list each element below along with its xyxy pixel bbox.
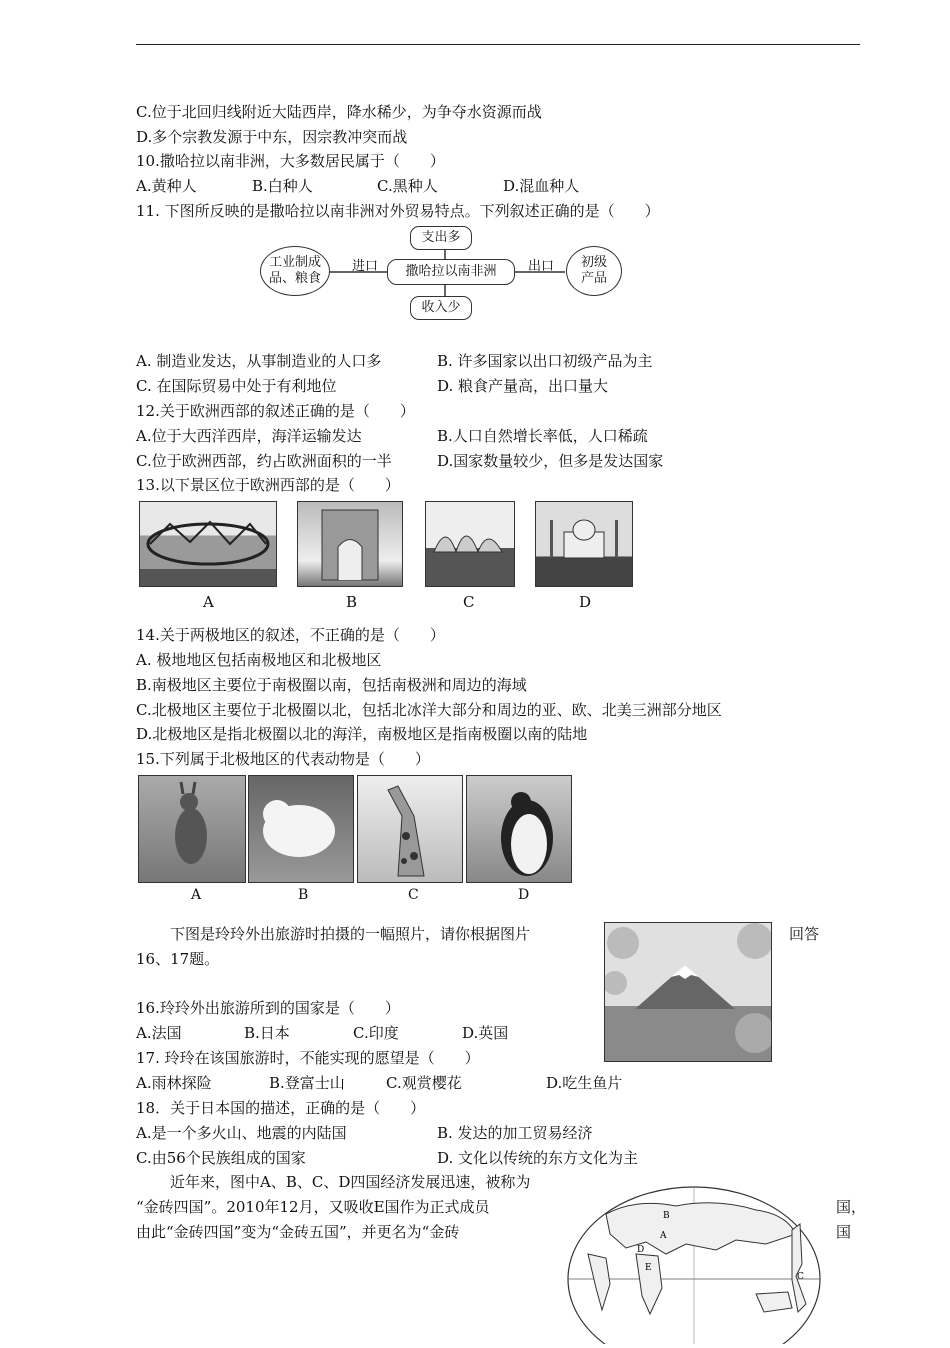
q18-option-b: B. 发达的加工贸易经济: [437, 1124, 593, 1142]
taj-mahal-photo: [535, 501, 633, 587]
option-d: D.吃生鱼片: [546, 1074, 623, 1092]
opera-image: [426, 502, 514, 586]
q14-option-a: A. 极地地区包括南极地区和北极地区: [136, 651, 382, 669]
q11-option-b: B. 许多国家以出口初级产品为主: [437, 352, 653, 370]
question-11: 11. 下图所反映的是撒哈拉以南非洲对外贸易特点。下列叙述正确的是（ ）: [136, 202, 660, 220]
q11-option-d: D. 粮食产量高，出口量大: [437, 377, 609, 395]
giraffe-image: [358, 776, 462, 882]
option-c: C.观赏樱花: [386, 1074, 462, 1092]
intro-text-2: 16、17题。: [136, 950, 220, 968]
diagram-left-oval: 工业制成品、粮食: [260, 246, 330, 296]
paragraph-line: “金砖四国”。2010年12月，又吸收E国作为正式成员: [136, 1198, 490, 1216]
option-c: C.黑种人: [377, 177, 438, 195]
option-a: A.黄种人: [136, 177, 197, 195]
option-a: A.法国: [136, 1024, 182, 1042]
paragraph-line-end: 国，: [836, 1198, 867, 1216]
header-rule: [136, 44, 860, 45]
fuji-image: [605, 923, 771, 1061]
world-map: [566, 1184, 822, 1344]
diagram-right-oval: 初级产品: [566, 246, 622, 296]
map-label: E: [645, 1263, 652, 1273]
intro-text: 下图是玲玲外出旅游时拍摄的一幅照片，请你根据图片: [170, 925, 531, 943]
photo-caption: A: [203, 593, 214, 611]
polar-bear-photo: [248, 775, 354, 883]
map-label: A: [660, 1231, 667, 1241]
q12-option-c: C.位于欧洲西部，约占欧洲面积的一半: [136, 452, 392, 470]
diagram-bottom-box: 收入少: [410, 296, 472, 320]
stadium-photo: [139, 501, 277, 587]
option-a: A.雨林探险: [136, 1074, 212, 1092]
import-label: 进口: [352, 259, 379, 274]
question-13: 13.以下景区位于欧洲西部的是（ ）: [136, 476, 400, 494]
photo-caption: B: [298, 887, 309, 903]
photo-caption: B: [346, 593, 358, 611]
option-d: D.英国: [462, 1024, 509, 1042]
sydney-opera-photo: [425, 501, 515, 587]
question-12: 12.关于欧洲西部的叙述正确的是（ ）: [136, 402, 415, 420]
map-label: B: [663, 1211, 670, 1221]
paragraph-line: 近年来，图中A、B、C、D四国经济发展迅速，被称为: [170, 1173, 531, 1191]
question-18: 18．关于日本国的描述，正确的是（ ）: [136, 1099, 426, 1117]
option-b: B.登富士山: [269, 1074, 345, 1092]
photo-caption: D: [579, 593, 592, 611]
q12-option-a: A.位于大西洋西岸，海洋运输发达: [136, 427, 362, 445]
q18-option-d: D. 文化以传统的东方文化为主: [437, 1149, 639, 1167]
diagram-center-box: 撒哈拉以南非洲: [387, 259, 515, 285]
stadium-image: [140, 502, 276, 586]
text-line: C.位于北回归线附近大陆西岸，降水稀少，为争夺水资源而战: [136, 103, 542, 121]
q18-option-a: A.是一个多火山、地震的内陆国: [136, 1124, 347, 1142]
arch-image: [298, 502, 402, 586]
q12-option-d: D.国家数量较少，但多是发达国家: [437, 452, 664, 470]
map-label: D: [637, 1245, 645, 1255]
option-b: B.日本: [244, 1024, 290, 1042]
q12-option-b: B.人口自然增长率低，人口稀疏: [437, 427, 648, 445]
question-16: 16.玲玲外出旅游所到的国家是（ ）: [136, 999, 400, 1017]
option-d: D.混血种人: [503, 177, 580, 195]
paragraph-line-end: 国: [836, 1223, 852, 1241]
export-label: 出口: [528, 259, 555, 274]
world-map-image: [566, 1184, 822, 1344]
question-10: 10.撒哈拉以南非洲，大多数居民属于（ ）: [136, 152, 445, 170]
map-label: C: [797, 1272, 804, 1282]
intro-text-end: 回答: [789, 925, 820, 943]
q11-option-a: A. 制造业发达，从事制造业的人口多: [136, 352, 382, 370]
penguin-image: [467, 776, 571, 882]
arc-de-triomphe-photo: [297, 501, 403, 587]
q14-option-d: D.北极地区是指北极圈以北的海洋，南极地区是指南极圈以南的陆地: [136, 725, 588, 743]
photo-caption: C: [463, 593, 475, 611]
question-14: 14.关于两极地区的叙述，不正确的是（ ）: [136, 626, 445, 644]
penguin-photo: [466, 775, 572, 883]
paragraph-line: 由此“金砖四国”变为“金砖五国”，并更名为“金砖: [136, 1223, 460, 1241]
taj-image: [536, 502, 632, 586]
polar-bear-image: [249, 776, 353, 882]
photo-caption: C: [408, 887, 419, 903]
question-15: 15.下列属于北极地区的代表动物是（ ）: [136, 750, 430, 768]
q11-option-c: C. 在国际贸易中处于有利地位: [136, 377, 337, 395]
text-line: D.多个宗教发源于中东，因宗教冲突而战: [136, 128, 408, 146]
kangaroo-image: [139, 776, 245, 882]
diagram-top-box: 支出多: [410, 226, 472, 250]
q18-option-c: C.由56个民族组成的国家: [136, 1149, 306, 1167]
question-17: 17. 玲玲在该国旅游时，不能实现的愿望是（ ）: [136, 1049, 480, 1067]
kangaroo-photo: [138, 775, 246, 883]
mount-fuji-photo: [604, 922, 772, 1062]
photo-caption: D: [518, 887, 530, 903]
q14-option-c: C.北极地区主要位于北极圈以北，包括北冰洋大部分和周边的亚、欧、北美三洲部分地区: [136, 701, 722, 719]
q14-option-b: B.南极地区主要位于南极圈以南，包括南极洲和周边的海域: [136, 676, 527, 694]
giraffe-photo: [357, 775, 463, 883]
option-b: B.白种人: [252, 177, 313, 195]
option-c: C.印度: [353, 1024, 399, 1042]
photo-caption: A: [191, 887, 202, 903]
